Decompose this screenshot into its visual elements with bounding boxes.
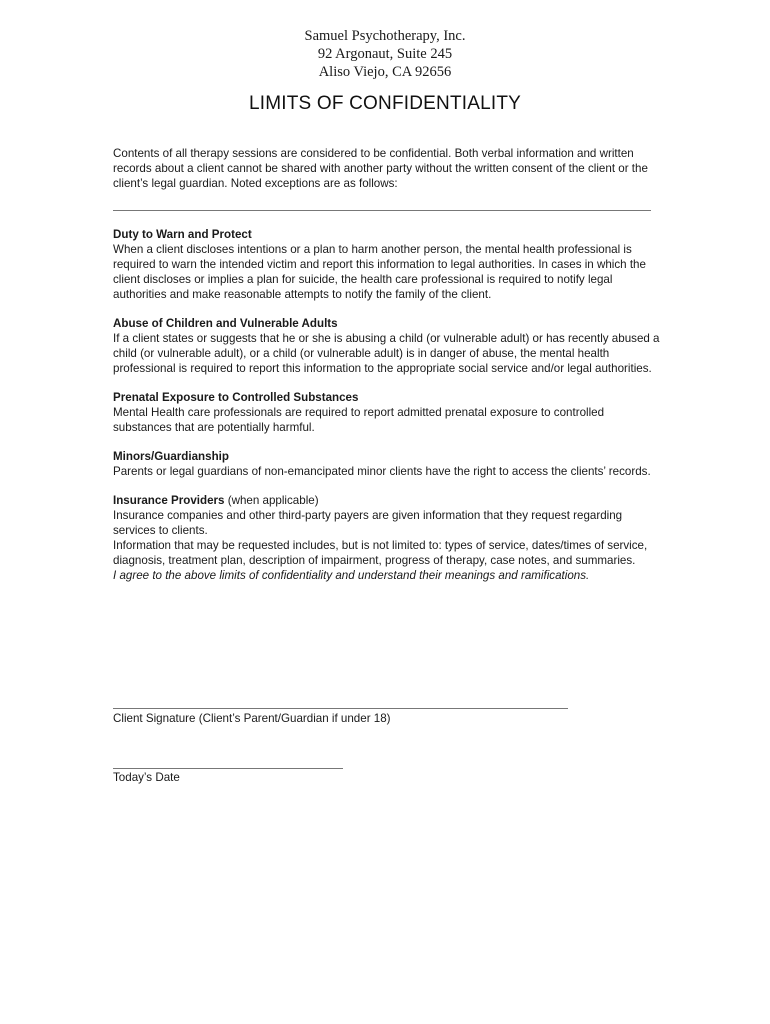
section-text: Insurance companies and other third-party payers are given information that they request regarding services to clients.: [113, 509, 623, 537]
client-signature-line[interactable]: [113, 708, 568, 709]
document-title: LIMITS OF CONFIDENTIALITY: [248, 93, 522, 114]
section-heading: Prenatal Exposure to Controlled Substances: [113, 391, 359, 404]
company-address-line-2: Aliso Viejo, CA 92656: [318, 64, 452, 80]
section-text: Parents or legal guardians of non-emancipated minor clients have the right to access the clients’ records.: [113, 465, 651, 478]
section-heading: Insurance Providers: [113, 494, 225, 507]
section-heading: Minors/Guardianship: [113, 450, 229, 463]
section-minors-guardianship: [113, 449, 661, 479]
document-body: [113, 146, 661, 583]
section-duty-to-warn: [113, 227, 661, 302]
section-heading-suffix: (when applicable): [224, 494, 319, 507]
client-signature-label: Client Signature (Client’s Parent/Guardian if under 18): [113, 712, 391, 725]
company-address-line-1: 92 Argonaut, Suite 245: [317, 46, 453, 62]
section-text: Mental Health care professionals are required to report admitted prenatal exposure to controlled substances that are potentially harmful.: [113, 406, 605, 434]
section-text: If a client states or suggests that he or she is abusing a child (or vulnerable adult) or has recently abused a child (or vulnerable adult), or a child (or vulnerable adult) is in danger of abuse, the mental health professional is required to report this information to the appropriate social service and/or legal authorities.: [113, 332, 660, 375]
section-insurance-providers: [113, 493, 661, 538]
section-abuse-reporting: [113, 316, 661, 376]
company-name: Samuel Psychotherapy, Inc.: [304, 28, 466, 44]
agreement-statement: I agree to the above limits of confidentiality and understand their meanings and ramifications.: [113, 569, 590, 582]
section-prenatal-exposure: [113, 390, 661, 435]
separator-line: [113, 210, 651, 211]
insurance-detail-paragraph: Information that may be requested includes, but is not limited to: types of service, dates/times of service, diagnosis, treatment plan, description of impairment, progress of therapy, case notes, and summaries.: [113, 539, 648, 567]
intro-paragraph: Contents of all therapy sessions are considered to be confidential. Both verbal information and written records about a client cannot be shared with another party without the written consent of the client or the client’s legal guardian. Noted exceptions are as follows:: [113, 147, 648, 190]
section-text: When a client discloses intentions or a plan to harm another person, the mental health professional is required to warn the intended victim and report this information to legal authorities. In cases in which the client discloses or implies a plan for suicide, the health care professional is required to notify legal authorities and make reasonable attempts to notify the family of the client.: [113, 243, 646, 301]
date-label: Today’s Date: [113, 771, 180, 784]
section-heading: Abuse of Children and Vulnerable Adults: [113, 317, 338, 330]
letterhead: [0, 27, 770, 81]
date-line[interactable]: [113, 768, 343, 769]
section-heading: Duty to Warn and Protect: [113, 228, 252, 241]
